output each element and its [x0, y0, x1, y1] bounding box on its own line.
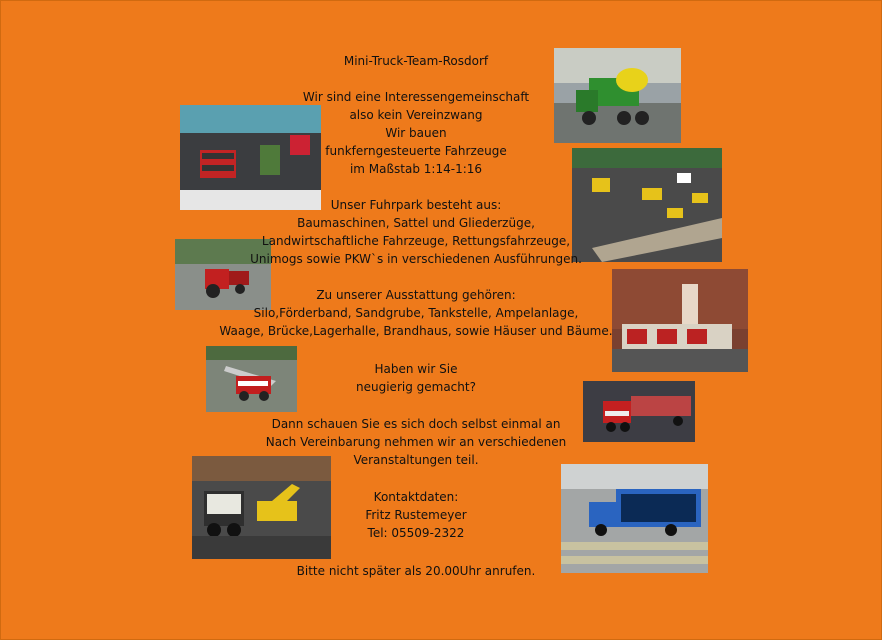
intro-line-2: also kein Vereinzwang: [349, 108, 483, 122]
contact-name: Fritz Rustemeyer: [365, 508, 467, 522]
fleet-line-3: Unimogs sowie PKW`s in verschiedenen Ausführungen.: [250, 252, 582, 266]
question-line-2: neugierig gemacht?: [356, 380, 476, 394]
contact-heading: Kontaktdaten:: [373, 490, 459, 504]
team-title: Mini-Truck-Team-Rosdorf: [343, 54, 489, 68]
intro-line-4: funkferngesteuerte Fahrzeuge: [325, 144, 507, 158]
invite-line-1: Dann schauen Sie es sich doch selbst einmal an: [271, 417, 561, 431]
invite-line-3: Veranstaltungen teil.: [353, 453, 479, 467]
fleet-heading: Unser Fuhrpark besteht aus:: [330, 198, 502, 212]
intro-line-1: Wir sind eine Interessengemeinschaft: [302, 90, 530, 104]
equipment-line-2: Waage, Brücke,Lagerhalle, Brandhaus, sowie Häuser und Bäume.: [219, 324, 613, 338]
question-line-1: Haben wir Sie: [374, 362, 458, 376]
contact-phone: Tel: 05509-2322: [367, 526, 465, 540]
call-time-note: Bitte nicht später als 20.00Uhr anrufen.: [296, 564, 536, 578]
fleet-line-1: Baumaschinen, Sattel und Gliederzüge,: [297, 216, 535, 230]
fleet-line-2: Landwirtschaftliche Fahrzeuge, Rettungsfahrzeuge,: [261, 234, 571, 248]
equipment-heading: Zu unserer Ausstattung gehören:: [316, 288, 516, 302]
equipment-line-1: Silo,Förderband, Sandgrube, Tankstelle, Ampelanlage,: [253, 306, 579, 320]
intro-line-5: im Maßstab 1:14-1:16: [349, 162, 483, 176]
intro-line-3: Wir bauen: [385, 126, 447, 140]
invite-line-2: Nach Vereinbarung nehmen wir an verschiedenen: [265, 435, 567, 449]
